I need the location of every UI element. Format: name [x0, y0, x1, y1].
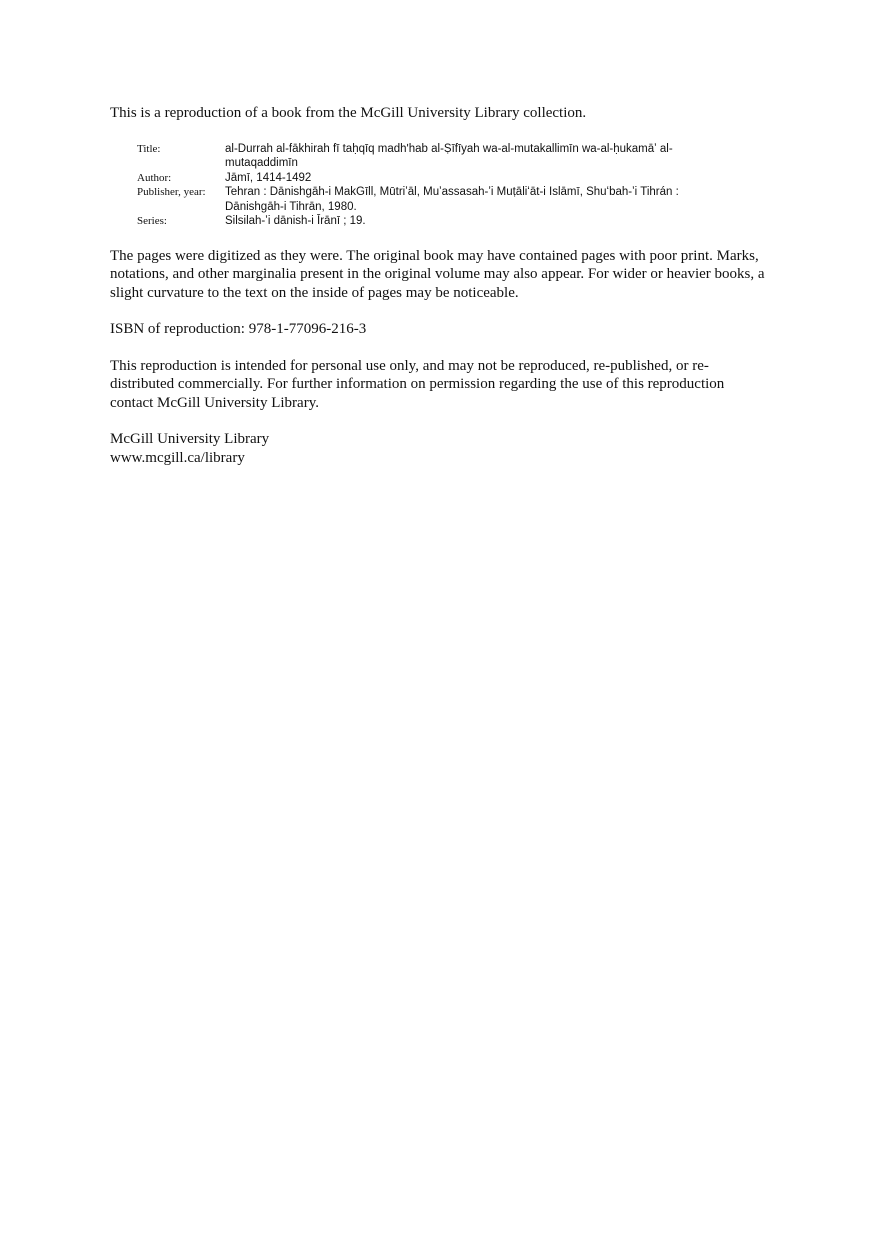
metadata-table [137, 142, 737, 229]
metadata-row-title [137, 142, 737, 171]
metadata-row-series [137, 214, 737, 229]
library-name: McGill University Library [110, 431, 270, 447]
digitization-note: The pages were digitized as they were. The original book may have contained pages with poor print. Marks, notations, and other marginalia present in the original volume may also appear. For wider or heavier books, a slight curvature to the text on the inside of pages may be noticeable. [110, 247, 765, 301]
metadata-value-author: Jāmī, 1414-1492 [225, 171, 312, 184]
document-page [110, 104, 770, 467]
metadata-value-publisher: Tehran : Dānishgāh-i MakGīll, Mūtriʼāl, Muʼassasah-ʼi Muṭāliʻāt-i Islāmī, Shuʻbah-ʼi Tihrán : Dānishgāh-i Tihrān, 1980. [225, 186, 679, 213]
library-url: www.mcgill.ca/library [110, 449, 245, 466]
metadata-row-author [137, 171, 737, 186]
metadata-row-publisher [137, 185, 737, 214]
usage-notice: This reproduction is intended for personal use only, and may not be reproduced, re-published, or re-distributed commercially. For further information on permission regarding the use of this reproduction contact McGill University Library. [110, 357, 725, 411]
intro-text: This is a reproduction of a book from the McGill University Library collection. [110, 105, 587, 121]
metadata-label-series: Series: [137, 215, 167, 227]
library-footer [110, 430, 770, 467]
metadata-value-series: Silsilah-ʼi dānish-i Īrānī ; 19. [225, 215, 366, 227]
metadata-label-publisher: Publisher, year: [137, 186, 206, 198]
metadata-label-author: Author: [137, 171, 172, 184]
isbn-text: ISBN of reproduction: 978-1-77096-216-3 [110, 321, 367, 337]
metadata-value-title: al-Durrah al-fākhirah fī taḥqīq madhʹhab al-Ṣīfīyah wa-al-mutakallimīn wa-al-ḥukamāʼ al-mutaqaddimīn [225, 142, 673, 169]
metadata-label-title: Title: [137, 142, 161, 155]
